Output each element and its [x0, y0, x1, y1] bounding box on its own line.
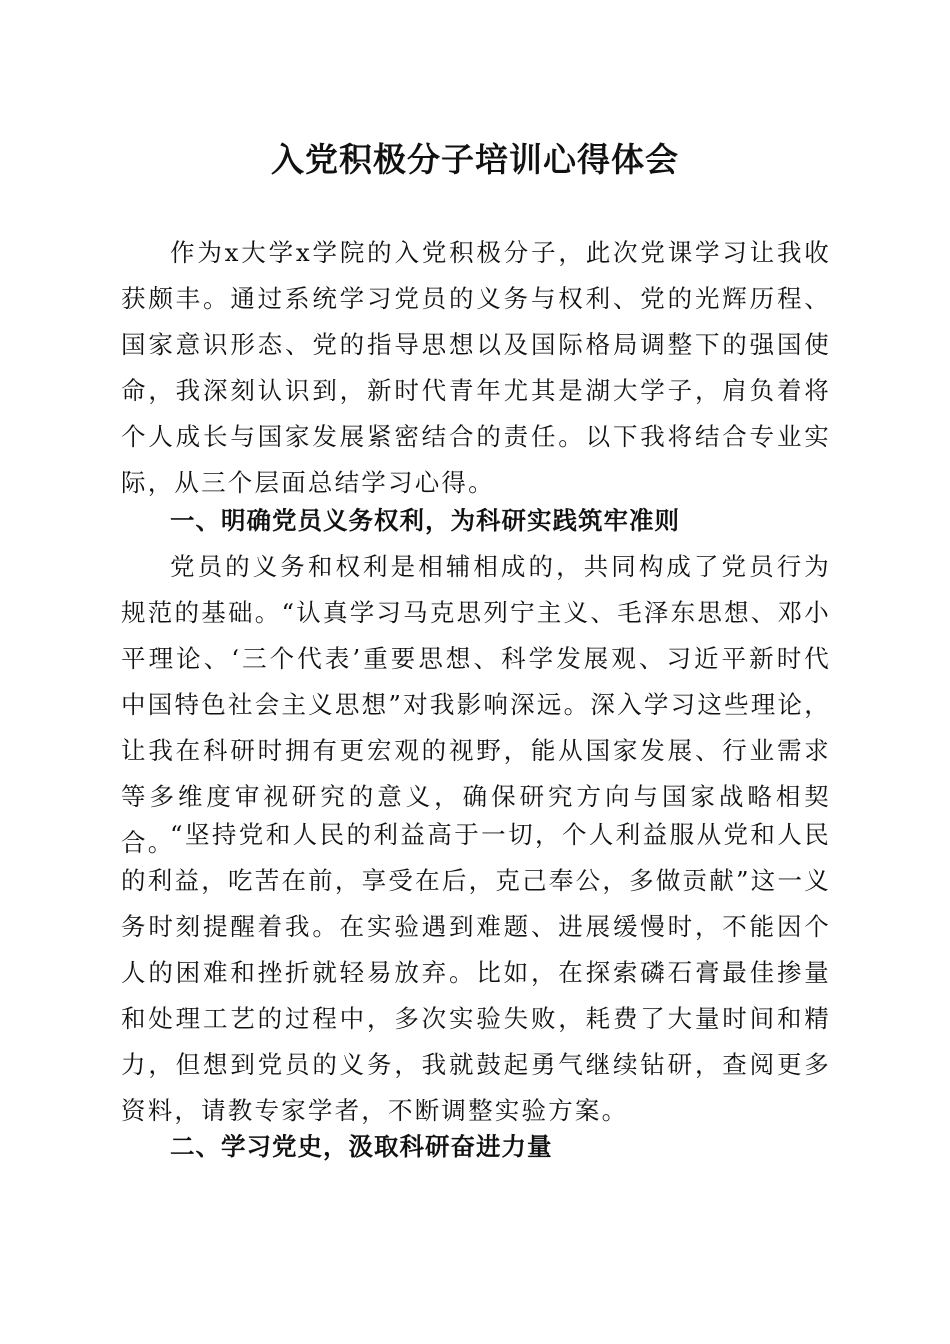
section-2-heading: 二、学习党史，汲取科研奋进力量	[170, 1132, 553, 1161]
intro-paragraph: 作为x大学x学院的入党积极分子，此次党课学习让我收获颇丰。通过系统学习党员的义务与权利、党的光辉历程、国家意识形态、党的指导思想以及国际格局调整下的强国使命，我深刻认识到，新时代青年尤其是湖大学子，肩负着将个人成长与国家发展紧密结合的责任。以下我将结合专业实际，从三个层面总结学习心得。	[121, 238, 831, 497]
document-title: 入党积极分子培训心得体会	[271, 140, 679, 179]
section-1-heading: 一、明确党员义务权利，为科研实践筑牢准则	[170, 506, 680, 535]
section-1-paragraph-2: “坚持党和人民的利益高于一切，个人利益服从党和人民的利益，吃苦在前，享受在后，克己奉公，多做贡献”这一义务时刻提醒着我。在实验遇到难题、进展缓慢时，不能因个人的困难和挫折就轻易放弃。比如，在探索磷石膏最佳掺量和处理工艺的过程中，多次实验失败，耗费了大量时间和精力，但想到党员的义务，我就鼓起勇气继续钻研，查阅更多资料，请教专家学者，不断调整实验方案。	[121, 820, 831, 1125]
section-1-paragraph-1: 党员的义务和权利是相辅相成的，共同构成了党员行为规范的基础。“认真学习马克思列宁主义、毛泽东思想、邓小平理论、‘三个代表’重要思想、科学发展观、习近平新时代中国特色社会主义思想”对我影响深远。深入学习这些理论，让我在科研时拥有更宏观的视野，能从国家发展、行业需求等多维度审视研究的意义，确保研究方向与国家战略相契合。	[121, 552, 831, 857]
